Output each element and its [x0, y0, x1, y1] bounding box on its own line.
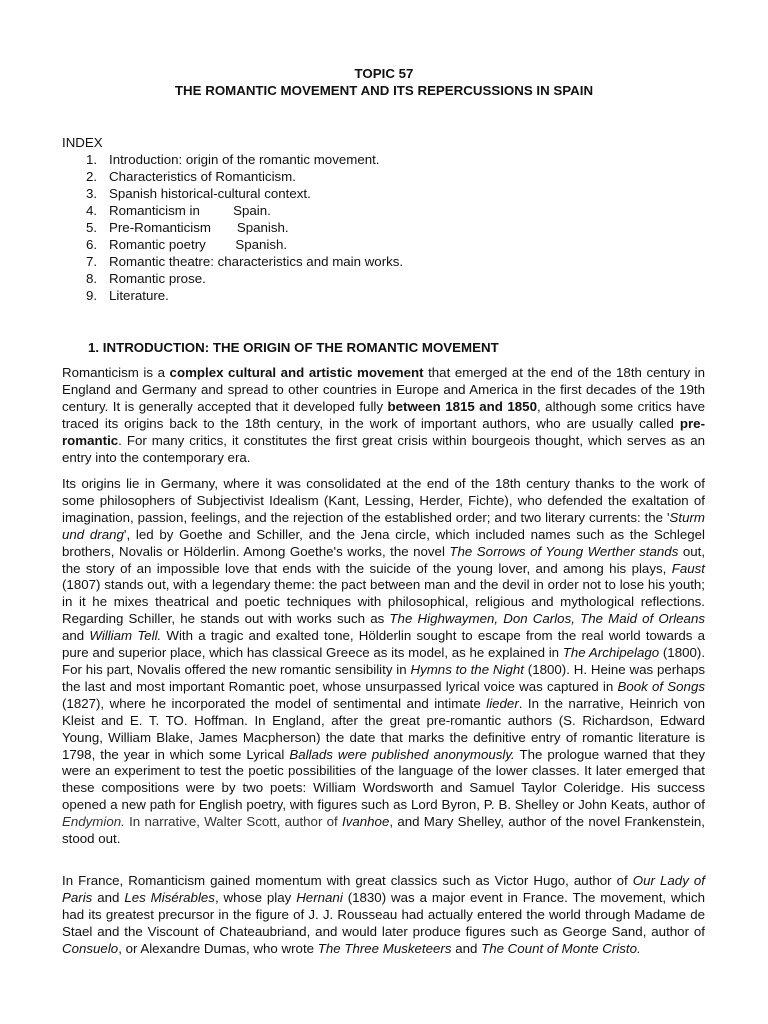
section-heading: 1. INTRODUCTION: THE ORIGIN OF THE ROMANTIC MOVEMENT: [88, 340, 499, 355]
index-item: 3. Spanish historical-cultural context.: [86, 186, 311, 201]
index-list: [86, 151, 403, 304]
paragraph-3: In France, Romanticism gained momentum with great classics such as Victor Hugo, author of Our Lady of Paris and Les Misérables, whose play Hernani (1830) was a major event in France. The movement, which had its greatest precursor in the figure of J. J. Rousseau had actually entered the world through Madame de Stael and the Viscount of Chateaubriand, and would later produce figures such as George Sand, author of Consuelo, or Alexandre Dumas, who wrote The Three Musketeers and The Count of Monte Cristo.: [62, 873, 705, 956]
index-item: 2. Characteristics of Romanticism.: [86, 169, 296, 184]
index-heading: INDEX: [62, 135, 103, 150]
index-item: 6. Romantic poetry Spanish.: [86, 237, 288, 252]
paragraph-2: Its origins lie in Germany, where it was consolidated at the end of the 18th century thanks to the work of some philosophers of Subjectivist Idealism (Kant, Lessing, Herder, Fichte), who defended the exaltation of imagination, passion, feelings, and the rejection of the established order; and two literary currents: the 'Sturm und drang', led by Goethe and Schiller, and the Jena circle, which included names such as the Schlegel brothers, Novalis or Hölderlin. Among Goethe's works, the novel The Sorrows of Young Werther stands out, the story of an impossible love that ends with the suicide of the young lover, and among his plays, Faust (1807) stands out, with a legendary theme: the pact between man and the devil in order not to lose his youth; in it he mixes theatrical and poetic techniques with philosophical, religious and mythological reflections. Regarding Schiller, he stands out with works such as The Highwaymen, Don Carlos, The Maid of Orleans and William Tell. With a tragic and exalted tone, Hölderlin sought to escape from the real world towards a pure and superior place, which has classical Greece as its model, as he explained in The Archipelago (1800). For his part, Novalis offered the new romantic sensibility in Hymns to the Night (1800). H. Heine was perhaps the last and most important Romantic poet, whose unsurpassed lyrical voice was captured in Book of Songs (1827), where he incorporated the model of sentimental and intimate lieder. In the narrative, Heinrich von Kleist and E. T. TO. Hoffman. In England, after the great pre-romantic authors (S. Richardson, Edward Young, William Blake, James Macpherson) the date that marks the definitive entry of romantic literature is 1798, the year in which some Lyrical Ballads were published anonymously. The prologue warned that they were an experiment to test the poetic possibilities of the language of the lower classes. It later emerged that these compositions were by two poets: William Wordsworth and Samuel Taylor Coleridge. His success opened a new path for English poetry, with figures such as Lord Byron, P. B. Shelley or John Keats, author of Endymion. In narrative, Walter Scott, author of Ivanhoe, and Mary Shelley, author of the novel Frankenstein, stood out.: [62, 476, 706, 847]
index-item: 4. Romanticism in Spain.: [86, 203, 271, 218]
topic-number: TOPIC 57: [354, 66, 414, 81]
index-item: 5. Pre-Romanticism Spanish.: [86, 220, 289, 235]
document-title: THE ROMANTIC MOVEMENT AND ITS REPERCUSSIONS IN SPAIN: [174, 83, 594, 98]
index-item: 8. Romantic prose.: [86, 271, 206, 286]
index-item: 9. Literature.: [86, 288, 169, 303]
index-item: 7. Romantic theatre: characteristics and main works.: [86, 254, 404, 269]
paragraph-1: Romanticism is a complex cultural and artistic movement that emerged at the end of the 18th century in England and Germany and spread to other countries in Europe and America in the first decades of the 19th century. It is generally accepted that it developed fully between 1815 and 1850, although some critics have traced its origins back to the 18th century, in the work of important authors, who are usually called pre-romantic. For many critics, it constitutes the first great crisis within bourgeois thought, which serves as an entry into the contemporary era.: [62, 365, 706, 465]
index-item: 1. Introduction: origin of the romantic movement.: [86, 152, 380, 167]
